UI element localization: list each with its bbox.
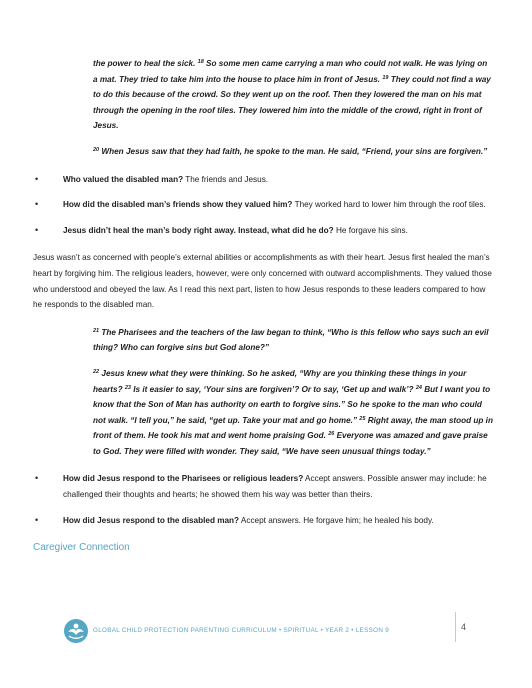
page-content [33,56,493,556]
scripture-paragraph [93,56,493,134]
section-heading: Caregiver Connection [33,542,130,554]
scripture-text: But I want you to know that the Son of Man has authority on earth to forgive sins.” So he spoke to the man who could not walk. “I tell you,” he said, “get up. Take your mat and go home.” [93,384,491,425]
verse-number: 18 [197,59,204,65]
verse-number: 22 [93,368,100,375]
hands-logo-icon [63,618,89,644]
verse-number: 21 [93,327,100,334]
answer-text: The friends and Jesus. [183,174,269,184]
scripture-paragraph [93,144,493,160]
bullet-icon: • [35,173,39,184]
list-item [33,471,493,502]
question-list-1 [33,172,493,239]
list-item [33,513,493,529]
question-text: Jesus didn’t heal the man’s body right away. Instead, what did he do? [63,225,334,235]
answer-text: He forgave his sins. [333,225,408,235]
bullet-icon: • [35,199,39,210]
question-text: Who valued the disabled man? [63,174,184,184]
list-item [33,223,493,239]
scripture-paragraph [93,366,493,460]
scripture-text: When Jesus saw that they had faith, he spoke to the man. He said, “Friend, your sins are forgiven.” [99,146,488,156]
body-paragraph: Jesus wasn’t as concerned with people’s external abilities or accomplishments as with their heart. Jesus first healed the man’s heart by forgiving him. The religious leaders, however, were only concerned with outward accomplishments. They valued those who understood and obeyed the law. As I read this next part, listen to how Jesus responds to these leaders compared to how he responds to the disabled man. [33,253,492,310]
question-text: How did Jesus respond to the Pharisees or religious leaders? [63,474,304,484]
answer-text: They worked hard to lower him through the roof tiles. [292,200,486,210]
scripture-text: Everyone was amazed and gave praise to God. They were filled with wonder. They said, “We have seen unusual things today.” [93,431,488,456]
question-text: How did Jesus respond to the disabled man? [63,515,240,525]
page-footer [63,618,483,646]
answer-text: Accept answers. Possible answer may include: he challenged their thoughts and hearts; he showed them his way was better than theirs. [63,474,487,500]
answer-text: Accept answers. He forgave him; he healed his body. [239,515,434,525]
scripture-text: The Pharisees and the teachers of the law began to think, “Who is this fellow who says such an evil thing? Who can forgive sins but God alone?” [93,327,489,353]
scripture-text: They could not find a way to do this because of the crowd. So they went up on the roof. Then they lowered the man on his mat through the opening in the roof tiles. They lowered him into the middle of the crowd, right in front of Jesus. [93,74,491,131]
scripture-text: Jesus knew what they were thinking. So he asked, “Why are you thinking these things in your hearts? [93,368,467,394]
question-list-2 [33,471,493,528]
verse-number: 24 [415,384,422,391]
scripture-passage-2 [93,325,493,460]
verse-number: 19 [382,74,389,81]
scripture-text: Is it easier to say, ‘Your sins are forgiven’? Or to say, ‘Get up and walk’? [130,384,416,394]
footer-divider [455,612,456,642]
bullet-icon: • [35,514,39,525]
list-item [33,197,493,213]
footer-text: GLOBAL CHILD PROTECTION PARENTING CURRICULUM • SPIRITUAL • YEAR 2 • LESSON 9 [93,627,390,634]
scripture-text: So some men came carrying a man who could not walk. He was lying on a mat. They tried to take him into the house to place him in front of Jesus. [93,59,488,84]
scripture-text: Right away, the man stood up in front of them. He took his mat and went home praising God. [93,415,493,441]
verse-number: 23 [124,384,131,391]
verse-number: 26 [328,431,335,438]
question-text: How did the disabled man’s friends show they valued him? [63,200,293,210]
scripture-passage-1 [93,56,493,160]
scripture-text: the power to heal the sick. [93,59,198,68]
list-item [33,172,493,188]
scripture-paragraph [93,325,493,356]
verse-number: 25 [359,415,366,422]
bullet-icon: • [35,224,39,235]
verse-number: 20 [93,146,100,153]
bullet-icon: • [35,473,39,484]
page-number: 4 [461,622,467,632]
